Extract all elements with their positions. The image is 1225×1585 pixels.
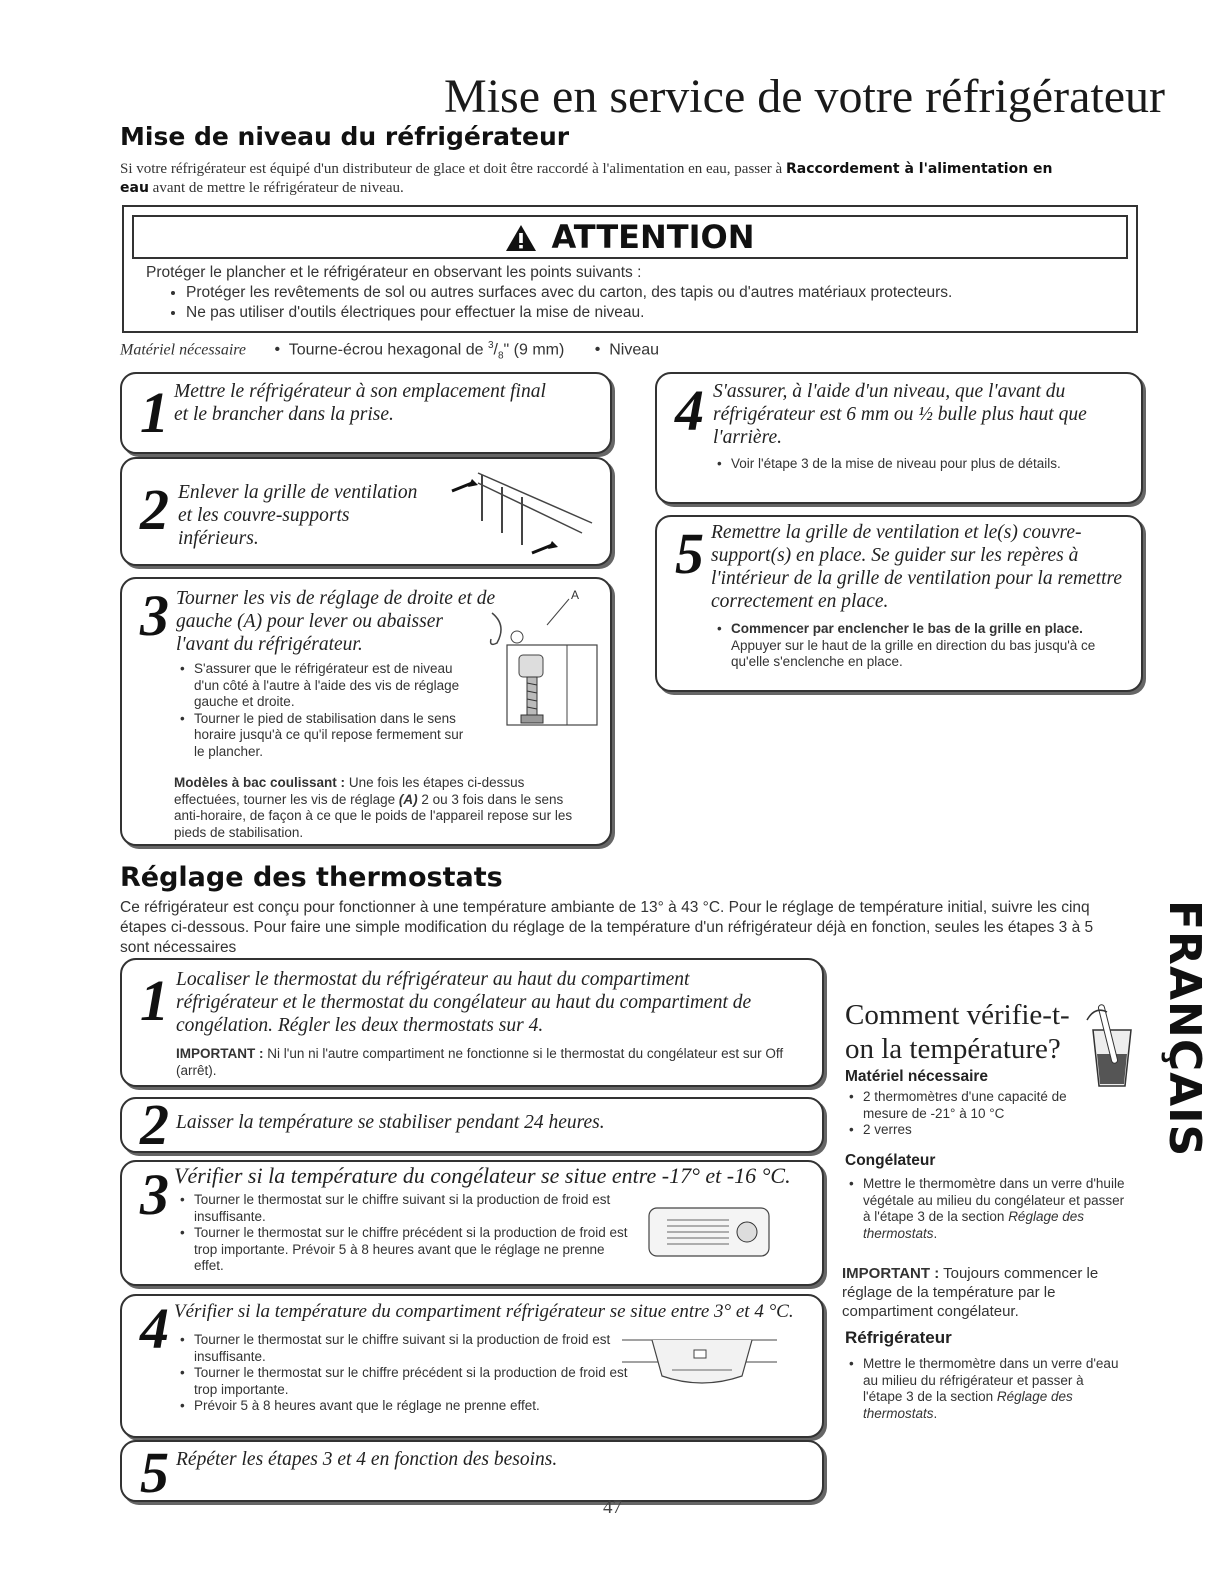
verify-materials-heading: Matériel nécessaire bbox=[845, 1068, 989, 1085]
page-title: Mise en service de votre réfrigérateur bbox=[444, 70, 1165, 123]
attention-list bbox=[146, 283, 1126, 323]
freezer-heading: Congélateur bbox=[845, 1152, 936, 1169]
step-important bbox=[176, 1046, 796, 1079]
step-bullet: • Tourner le thermostat sur le chiffre suivant si la production de froid est insuffisante. bbox=[194, 1332, 636, 1365]
step-number: 4 bbox=[675, 378, 704, 443]
attention-item: • Protéger les revêtements de sol ou autres surfaces avec du carton, des tapis ou d'autres matériaux protecteurs. bbox=[186, 283, 1126, 303]
thermo-step-3 bbox=[120, 1160, 824, 1286]
step-number: 3 bbox=[140, 583, 169, 648]
step-heading: Tourner les vis de réglage de droite et de gauche (A) pour lever ou abaisser l'avant du réfrigérateur. bbox=[176, 588, 496, 655]
step-heading: Vérifier si la température du congélateur se situe entre -17° et -16 °C. bbox=[174, 1163, 791, 1188]
note-text: Une fois les étapes ci-dessus effectuées, tourner les vis de réglage bbox=[174, 775, 525, 807]
attention-lead: Protéger le plancher et le réfrigérateur en observant les points suivants : bbox=[146, 264, 642, 281]
step-body bbox=[713, 456, 1073, 473]
attention-text bbox=[146, 263, 1126, 323]
step-heading: Répéter les étapes 3 et 4 en fonction des besoins. bbox=[176, 1449, 558, 1470]
verify-important bbox=[842, 1264, 1117, 1321]
material-item: • 2 verres bbox=[863, 1122, 1115, 1139]
fridge-instructions bbox=[845, 1356, 1125, 1422]
step-number: 4 bbox=[140, 1296, 169, 1361]
step-heading: Enlever la grille de ventilation et les couvre-supports inférieurs. bbox=[178, 482, 418, 549]
bullet-bold: Commencer par enclencher le bas de la grille en place. bbox=[731, 621, 1083, 636]
freezer-control-illustration bbox=[647, 1202, 777, 1262]
level-step-4 bbox=[655, 372, 1143, 504]
thermostats-intro: Ce réfrigérateur est conçu pour fonctionner à une température ambiante de 13° à 43 °C. Pour le réglage de température initial, suivre les cinq étapes ci-dessous. Pour faire une simple modification du réglage de la température d'un réfrigérateur déjà en fonction, seules les étapes 3 à 5 sont nécessaires bbox=[120, 899, 1094, 956]
step-heading: Laisser la température se stabiliser pendant 24 heures. bbox=[176, 1112, 605, 1133]
level-step-1 bbox=[120, 372, 612, 454]
bullet-text: Appuyer sur le haut de la grille en direction du bas jusqu'à ce qu'elle s'enclenche en place. bbox=[731, 637, 1096, 669]
vent-grille-illustration bbox=[432, 463, 602, 563]
step-body bbox=[713, 621, 1113, 671]
language-tab bbox=[1148, 900, 1218, 1160]
fridge-text: Mettre le thermomètre dans un verre d'eau au milieu du réfrigérateur et passer à l'étape 3 de la section bbox=[863, 1356, 1119, 1404]
attention-title-text: ATTENTION bbox=[551, 218, 755, 256]
freezer-ref: Réglage des thermostats bbox=[863, 1209, 1084, 1241]
level-step-2 bbox=[120, 457, 612, 566]
thermo-step-2 bbox=[120, 1092, 824, 1157]
materials-item-wrench: Tourne-écrou hexagonal de bbox=[288, 341, 488, 359]
step-number: 5 bbox=[140, 1440, 169, 1505]
materials-item-size: " (9 mm) bbox=[503, 341, 565, 359]
materials-line: Matériel nécessaire • Tourne-écrou hexagonal de $^3/_8$" (9 mm) • Niveau bbox=[120, 340, 660, 362]
step-bullet: • S'assurer que le réfrigérateur est de niveau d'un côté à l'autre à l'aide des vis de réglage gauche et droite. bbox=[194, 661, 476, 711]
fridge-heading: Réfrigérateur bbox=[845, 1328, 952, 1347]
fridge-end: . bbox=[933, 1405, 938, 1421]
important-label: IMPORTANT : bbox=[842, 1265, 940, 1282]
freezer-text: Mettre le thermomètre dans un verre d'huile végétale au milieu du congélateur et passer à l'étape 3 de la section bbox=[863, 1176, 1125, 1224]
fridge-control-illustration bbox=[622, 1336, 782, 1396]
step-bullet: • Tourner le thermostat sur le chiffre précédent si la production de froid est trop importante. bbox=[194, 1365, 636, 1398]
thermostats-heading: Réglage des thermostats bbox=[120, 862, 503, 893]
step-number: 5 bbox=[675, 521, 704, 586]
warning-icon bbox=[505, 224, 537, 252]
leveling-heading: Mise de niveau du réfrigérateur bbox=[120, 122, 570, 151]
step-body bbox=[176, 1192, 636, 1275]
label-a: A bbox=[571, 588, 580, 602]
leveling-intro-end: avant de mettre le réfrigérateur de niveau. bbox=[148, 180, 404, 196]
materials-label: Matériel nécessaire bbox=[120, 341, 247, 359]
step-number: 1 bbox=[140, 968, 169, 1033]
verify-materials-list bbox=[845, 1089, 1115, 1139]
step-body bbox=[176, 661, 476, 760]
step-bullet bbox=[731, 621, 1113, 671]
fridge-item bbox=[863, 1356, 1125, 1422]
thermo-step-1 bbox=[120, 958, 824, 1087]
fridge-ref: Réglage des thermostats bbox=[863, 1389, 1073, 1421]
important-label: IMPORTANT : bbox=[176, 1046, 264, 1061]
freezer-item bbox=[863, 1176, 1125, 1242]
leveling-intro bbox=[120, 160, 1080, 198]
note-ref: (A) bbox=[398, 791, 418, 807]
freezer-instructions bbox=[845, 1176, 1125, 1242]
attention-title bbox=[505, 218, 754, 256]
note-end: 2 ou 3 fois dans le sens anti-horaire, de façon à ce que le poids de l'appareil repose sur les pieds de stabilisation. bbox=[174, 791, 573, 840]
attention-item: • Ne pas utiliser d'outils électriques pour effectuer la mise de niveau. bbox=[186, 303, 1126, 323]
step-heading: Vérifier si la température du compartiment réfrigérateur se situe entre 3° et 4 °C. bbox=[174, 1301, 794, 1322]
thermometer-glass-icon bbox=[1085, 1000, 1135, 1090]
step-bullet: • Voir l'étape 3 de la mise de niveau pour plus de détails. bbox=[731, 456, 1073, 473]
leveling-screw-illustration bbox=[477, 585, 602, 735]
fraction-denominator: 8 bbox=[497, 350, 504, 362]
step-number: 1 bbox=[140, 380, 169, 445]
verify-heading: Comment vérifie-t-on la température? bbox=[845, 999, 1070, 1065]
note-label: Modèles à bac coulissant : bbox=[174, 775, 346, 790]
freezer-end: . bbox=[933, 1225, 938, 1241]
step-number: 2 bbox=[140, 477, 169, 542]
language-tab-text: FRANÇAIS bbox=[1159, 900, 1210, 1158]
step-bullet: • Prévoir 5 à 8 heures avant que le réglage ne prenne effet. bbox=[194, 1398, 636, 1415]
attention-header bbox=[132, 215, 1128, 259]
step-number: 2 bbox=[140, 1092, 169, 1157]
step-bullet: • Tourner le thermostat sur le chiffre suivant si la production de froid est insuffisante. bbox=[194, 1192, 636, 1225]
material-item: • 2 thermomètres d'une capacité de mesure de -21° à 10 °C bbox=[863, 1089, 1115, 1122]
water-supply-link: Raccordement à l'alimentation en eau bbox=[120, 161, 1053, 196]
fraction-numerator: 3 bbox=[487, 340, 494, 351]
leveling-intro-text: Si votre réfrigérateur est équipé d'un distributeur de glace et doit être raccordé à l'alimentation en eau, passer à bbox=[120, 161, 786, 177]
thermo-step-5 bbox=[120, 1440, 824, 1505]
sliding-bin-note bbox=[174, 775, 584, 841]
page-number: 47 bbox=[603, 1497, 622, 1518]
important-text: Ni l'un ni l'autre compartiment ne fonctionne si le thermostat du congélateur est sur Off (arrêt). bbox=[176, 1046, 784, 1078]
step-heading: Localiser le thermostat du réfrigérateur au haut du compartiment réfrigérateur et le thermostat du congélateur au haut du compartiment de congélation. Régler les deux thermostats sur 4. bbox=[176, 969, 752, 1036]
important-text: Toujours commencer le réglage de la température par le compartiment congélateur. bbox=[842, 1265, 1099, 1320]
step-number: 3 bbox=[140, 1162, 169, 1227]
step-heading: Remettre la grille de ventilation et le(s) couvre-support(s) en place. Se guider sur les repères à l'intérieur de la grille de ventilation pour la remettre correctement en place. bbox=[711, 522, 1123, 612]
step-bullet: • Tourner le pied de stabilisation dans le sens horaire jusqu'à ce qu'il repose fermement sur le plancher. bbox=[194, 711, 476, 761]
materials-item-level: Niveau bbox=[609, 341, 660, 359]
step-bullet: • Tourner le thermostat sur le chiffre précédent si la production de froid est trop importante. Prévoir 5 à 8 heures avant que le réglage ne prenne effet. bbox=[194, 1225, 636, 1275]
thermo-step-4 bbox=[120, 1294, 824, 1438]
step-heading: S'assurer, à l'aide d'un niveau, que l'avant du réfrigérateur est 6 mm ou ½ bulle plus haut que l'arrière. bbox=[713, 381, 1087, 448]
step-heading: Mettre le réfrigérateur à son emplacement final et le brancher dans la prise. bbox=[174, 381, 546, 425]
level-step-3 bbox=[120, 577, 612, 846]
step-body bbox=[176, 1332, 636, 1415]
level-step-5 bbox=[655, 515, 1143, 692]
attention-box bbox=[122, 205, 1138, 333]
